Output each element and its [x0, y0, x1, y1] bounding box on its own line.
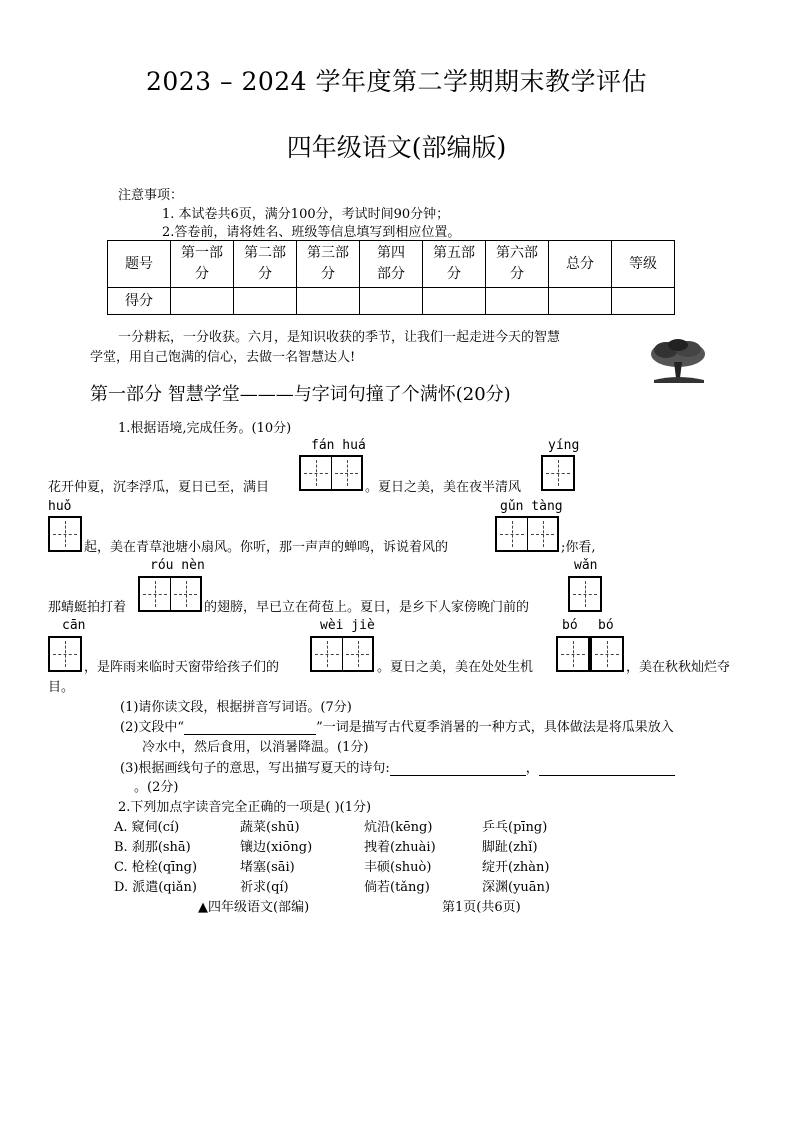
score-header-cell: 总分 — [549, 241, 612, 288]
answer-box-fanhua[interactable] — [299, 455, 363, 491]
section-1-title: 第一部分 智慧学堂———与字词句撞了个满怀(20分) — [90, 384, 511, 405]
answer-box-can[interactable] — [48, 636, 82, 672]
question-1-stem: 1.根据语境,完成任务。(10分) — [118, 421, 292, 436]
score-cell[interactable] — [360, 288, 423, 315]
answer-blank-poem-1[interactable] — [390, 760, 526, 776]
score-header-cell: 第二部分 — [234, 241, 297, 288]
pinyin-can: cān — [62, 618, 86, 633]
answer-box-ying[interactable] — [541, 455, 575, 491]
notes-item-2: 2.答卷前，请将姓名、班级等信息填写到相应位置。 — [162, 225, 461, 240]
exam-title: 2023 – 2024 学年度第二学期期末教学评估 — [145, 67, 648, 96]
score-table-score-row — [108, 288, 675, 315]
answer-box-weijie[interactable] — [310, 636, 374, 672]
answer-box-rounen[interactable] — [138, 576, 202, 612]
option-d-4: 深渊(yuān) — [482, 880, 550, 895]
score-cell[interactable] — [234, 288, 297, 315]
passage-line-3a: 那蜻蜓拍打着 — [48, 600, 127, 615]
score-cell[interactable] — [486, 288, 549, 315]
option-d-2: 祈求(qí) — [240, 880, 289, 895]
passage-line-3b: 的翅膀，早已立在荷苞上。夏日，是乡下人家傍晚门前的 — [204, 600, 530, 615]
pinyin-bo-2: bó — [598, 618, 614, 633]
option-b-1[interactable]: B. 刹那(shā) — [114, 840, 191, 855]
option-c-4: 绽开(zhàn) — [482, 860, 550, 875]
option-d-3: 倘若(tǎng) — [364, 880, 430, 895]
option-d-1[interactable]: D. 派遣(qiǎn) — [114, 880, 197, 895]
score-header-cell: 第三部分 — [297, 241, 360, 288]
footer-subject: ▲四年级语文(部编) — [198, 900, 310, 915]
score-table — [107, 240, 675, 315]
option-a-4: 乒乓(pīng) — [482, 820, 548, 835]
subquestion-2-c: 冷水中，然后食用，以消暑降温。(1分) — [142, 740, 369, 755]
passage-line-1b: 。夏日之美，美在夜半清风 — [365, 480, 522, 495]
passage-line-2b: ;你看, — [561, 540, 596, 555]
subquestion-2-b: ”一词是描写古代夏季消暑的一种方式，具体做法是将瓜果放入 — [316, 720, 674, 735]
subquestion-2-a: (2)文段中“ — [120, 720, 185, 735]
answer-box-huo[interactable] — [48, 516, 82, 552]
pinyin-huo: huǒ — [48, 499, 72, 514]
subquestion-3-c: 。(2分) — [134, 780, 179, 795]
notes-heading: 注意事项： — [118, 188, 184, 203]
option-a-2: 蔬菜(shū) — [240, 820, 300, 835]
exam-subtitle: 四年级语文(部编版) — [286, 133, 507, 162]
pinyin-weijie: wèi jiè — [320, 618, 375, 633]
intro-line-2: 学堂，用自己饱满的信心，去做一名智慧达人! — [90, 350, 356, 365]
score-table-header-row — [108, 241, 675, 288]
score-header-cell: 第六部分 — [486, 241, 549, 288]
score-header-cell: 题号 — [108, 241, 171, 288]
option-c-3: 丰硕(shuò) — [364, 860, 432, 875]
answer-box-wan[interactable] — [568, 576, 602, 612]
passage-line-1a: 花开仲夏，沉李浮瓜，夏日已至，满目 — [48, 480, 270, 495]
notes-item-1: 1. 本试卷共6页，满分100分，考试时间90分钟； — [162, 207, 450, 222]
option-a-1[interactable]: A. 窥伺(cí) — [114, 820, 180, 835]
question-2-stem: 2.下列加点字读音完全正确的一项是( )(1分) — [118, 800, 372, 815]
option-b-2: 镶边(xiōng) — [240, 840, 313, 855]
score-header-cell: 第五部分 — [423, 241, 486, 288]
score-cell[interactable] — [549, 288, 612, 315]
subquestion-3-a: (3)根据画线句子的意思，写出描写夏天的诗句: — [120, 761, 390, 776]
passage-line-2a: 起，美在青草池塘小扇风。你听，那一声声的蝉鸣，诉说着风的 — [84, 540, 449, 555]
pinyin-bo-1: bó — [562, 618, 578, 633]
passage-line-4a: ，是阵雨来临时天窗带给孩子们的 — [84, 660, 280, 675]
answer-blank-word[interactable] — [184, 719, 316, 735]
option-b-4: 脚趾(zhǐ) — [482, 840, 538, 855]
footer-page-number: 第1页(共6页) — [442, 900, 521, 915]
subquestion-3-b: ， — [525, 761, 539, 776]
score-cell[interactable] — [297, 288, 360, 315]
answer-blank-poem-2[interactable] — [539, 760, 675, 776]
score-header-cell: 等级 — [612, 241, 675, 288]
score-cell[interactable] — [423, 288, 486, 315]
score-header-cell: 第一部分 — [171, 241, 234, 288]
answer-box-bo-1[interactable] — [556, 636, 590, 672]
option-b-3: 拽着(zhuài) — [364, 840, 436, 855]
subquestion-1: (1)请你读文段，根据拼音写词语。(7分) — [120, 700, 352, 715]
answer-box-bo-2[interactable] — [590, 636, 624, 672]
pinyin-wan: wǎn — [574, 558, 598, 573]
tree-icon — [648, 338, 708, 384]
score-cell[interactable] — [612, 288, 675, 315]
pinyin-ying: yíng — [548, 438, 580, 453]
intro-line-1: 一分耕耘，一分收获。六月，是知识收获的季节，让我们一起走进今天的智慧 — [118, 330, 561, 345]
passage-line-4c: ，美在秋秋灿烂夺 — [626, 660, 731, 675]
score-header-cell: 第四部分 — [360, 241, 423, 288]
score-row-label: 得分 — [108, 288, 171, 315]
passage-line-4b: 。夏日之美，美在处处生机 — [377, 660, 534, 675]
pinyin-fanhua: fán huá — [311, 438, 366, 453]
answer-box-guntang[interactable] — [495, 516, 559, 552]
pinyin-rounen: róu nèn — [150, 558, 205, 573]
subquestion-2-line — [120, 716, 674, 735]
score-cell[interactable] — [171, 288, 234, 315]
subquestion-3-line — [120, 757, 675, 776]
option-c-1[interactable]: C. 枪栓(qīng) — [114, 860, 198, 875]
pinyin-guntang: gǔn tàng — [500, 499, 563, 514]
passage-line-5: 目。 — [48, 680, 75, 695]
option-a-3: 炕沿(kēng) — [364, 820, 433, 835]
option-c-2: 堵塞(sāi) — [240, 860, 295, 875]
